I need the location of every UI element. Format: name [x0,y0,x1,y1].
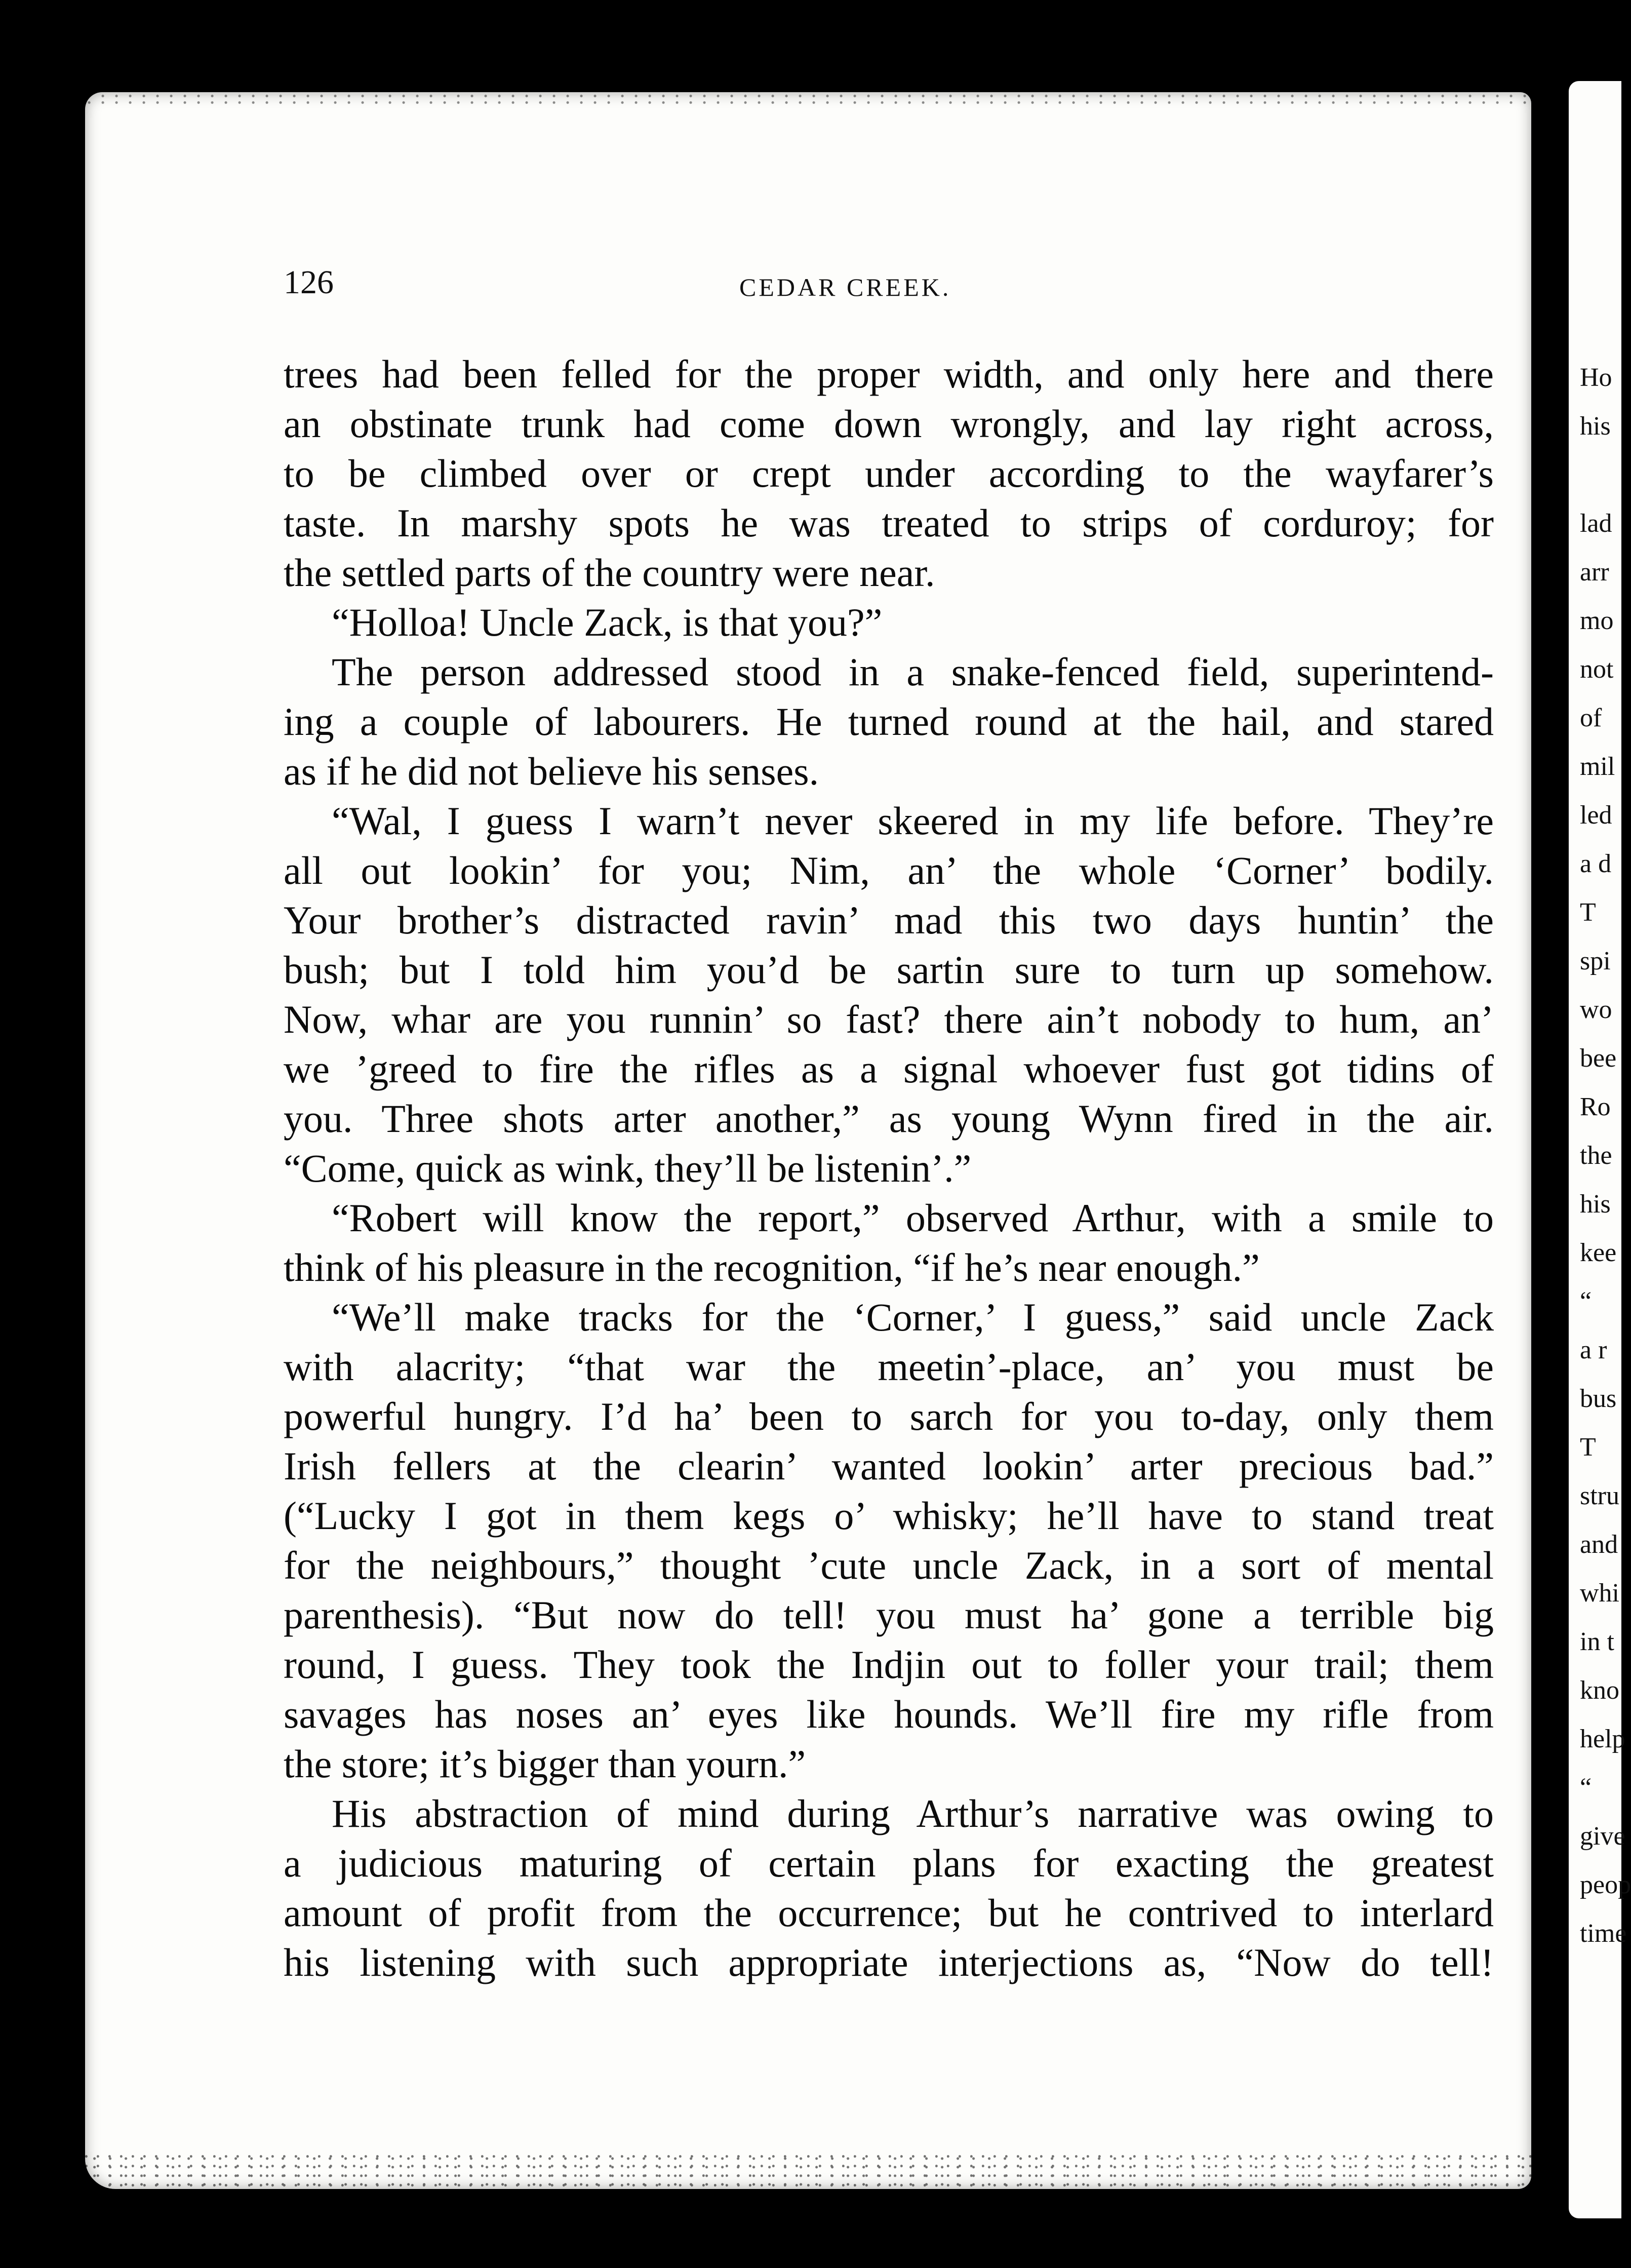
text-line: round, I guess. They took the Indjin out to foller your trail; them [284,1643,1494,1687]
text-line: you. Three shots arter another,” as young Wynn fired in the air. [284,1097,1494,1141]
adjacent-page-fragment: not [1580,655,1614,684]
body-text [284,349,1494,1987]
text-line: “Holloa! Uncle Zack, is that you?” [332,600,883,644]
adjacent-page-fragment: bus [1580,1384,1617,1413]
text-line: parenthesis). “But now do tell! you must ha’ gone a terrible big [284,1593,1494,1637]
text-line: a judicious maturing of certain plans for exacting the greatest [284,1841,1494,1885]
text-line: “Come, quick as wink, they’ll be listenin’.” [284,1146,972,1190]
adjacent-page-fragment: Ro [1580,1092,1611,1121]
adjacent-page-fragment: a r [1580,1336,1607,1364]
adjacent-page-fragment: time [1580,1919,1627,1948]
adjacent-page-fragment: give [1580,1822,1625,1851]
text-line: the store; it’s bigger than yourn.” [284,1742,806,1786]
adjacent-page-fragment: led [1580,801,1612,830]
adjacent-page-fragment: spi [1580,947,1611,975]
adjacent-page-fragment: stru [1580,1481,1619,1510]
text-line: to be climbed over or crept under according to the wayfarer’s [284,451,1494,495]
running-head: CEDAR CREEK. [739,273,951,301]
text-line: ing a couple of labourers. He turned round at the hail, and stared [284,699,1494,744]
text-line: “Wal, I guess I warn’t never skeered in my life before. They’re [332,799,1494,843]
adjacent-page-fragment: kno [1580,1676,1619,1705]
text-line: Irish fellers at the clearin’ wanted lookin’ arter precious bad.” [284,1444,1494,1488]
adjacent-page-fragment: his [1580,412,1611,441]
adjacent-page-fragment: T [1580,898,1596,927]
adjacent-page-fragment: mo [1580,606,1614,635]
page-number: 126 [284,264,334,301]
text-line: bush; but I told him you’d be sartin sure to turn up somehow. [284,948,1494,992]
page-edge-noise-bottom [85,2153,1531,2208]
text-line: his listening with such appropriate interjections as, “Now do tell! [284,1940,1494,1984]
adjacent-page-fragment: “ [1580,1287,1592,1316]
text-line: we ’greed to fire the rifles as a signal whoever fust got tidins of [284,1047,1494,1091]
adjacent-page-fragment: in t [1580,1627,1614,1656]
adjacent-page-fragment: lad [1580,509,1612,538]
adjacent-page-fragment: and [1580,1530,1618,1559]
page-header [284,263,1534,309]
text-line: Now, whar are you runnin’ so fast? there ain’t nobody to hum, an’ [284,997,1494,1041]
text-line: “Robert will know the report,” observed Arthur, with a smile to [332,1196,1494,1240]
text-line: think of his pleasure in the recognition, “if he’s near enough.” [284,1245,1260,1289]
adjacent-page-fragment: his [1580,1190,1611,1219]
adjacent-page-fragment: peop [1580,1870,1631,1899]
text-line: with alacrity; “that war the meetin’-place, an’ you must be [284,1345,1494,1389]
adjacent-page-fragment: “ [1580,1773,1592,1802]
text-line: powerful hungry. I’d ha’ been to sarch for you to-day, only them [284,1394,1494,1438]
adjacent-page-fragment: the [1580,1141,1612,1170]
adjacent-page-fragment: a d [1580,849,1612,878]
text-line: taste. In marshy spots he was treated to strips of corduroy; for [284,501,1494,545]
adjacent-page-fragment: of [1580,703,1602,732]
text-line: Your brother’s distracted ravin’ mad this two days huntin’ the [284,898,1494,942]
adjacent-page-fragment: mil [1580,752,1615,781]
text-line: The person addressed stood in a snake-fenced field, superintend- [332,650,1494,694]
text-line: (“Lucky I got in them kegs o’ whisky; he’ll have to stand treat [284,1494,1494,1538]
text-line: an obstinate trunk had come down wrongly, and lay right across, [284,402,1494,446]
text-line: trees had been felled for the proper width, and only here and there [284,352,1494,396]
adjacent-page-fragment: T [1580,1433,1596,1462]
text-line: His abstraction of mind during Arthur’s narrative was owing to [332,1791,1494,1835]
adjacent-page-fragment: bee [1580,1044,1617,1073]
text-line: “We’ll make tracks for the ‘Corner,’ I guess,” said uncle Zack [332,1295,1494,1339]
text-line: for the neighbours,” thought ’cute uncle Zack, in a sort of mental [284,1543,1494,1587]
text-line: as if he did not believe his senses. [284,749,819,793]
text-line: all out lookin’ for you; Nim, an’ the whole ‘Corner’ bodily. [284,848,1494,892]
text-line: amount of profit from the occurrence; but he contrived to interlard [284,1891,1494,1935]
adjacent-page-fragment: whi [1580,1579,1619,1608]
adjacent-page-fragment: Ho [1580,363,1612,392]
adjacent-page-fragment: arr [1580,558,1609,586]
page-edge-noise-top [85,86,1531,106]
text-line: the settled parts of the country were near. [284,551,935,595]
adjacent-page-fragment: help [1580,1725,1625,1753]
adjacent-page-edge [1569,81,1631,2218]
text-line: savages has noses an’ eyes like hounds. We’ll fire my rifle from [284,1692,1494,1736]
adjacent-page-fragment: kee [1580,1238,1617,1267]
adjacent-page-fragment: wo [1580,995,1612,1024]
